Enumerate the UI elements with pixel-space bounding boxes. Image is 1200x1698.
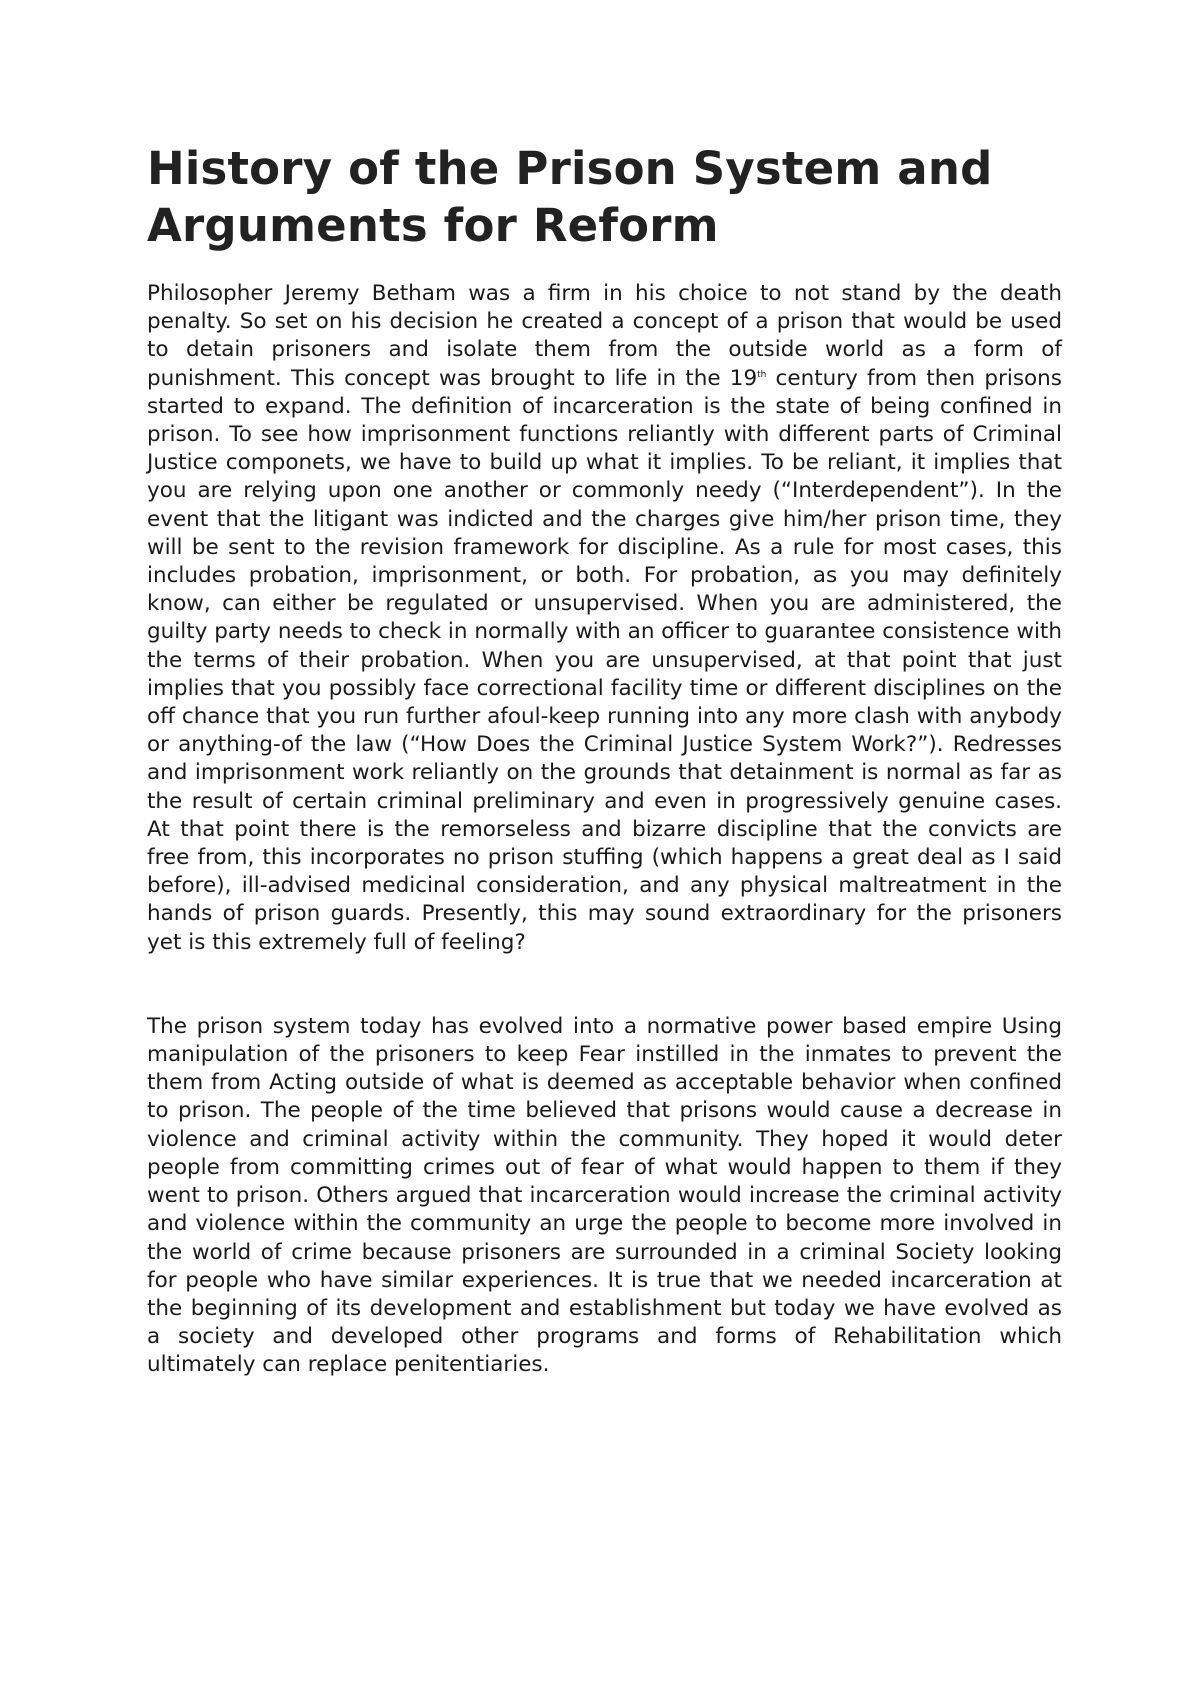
title-line-2: Arguments for Reform <box>147 199 719 252</box>
paragraph-1 <box>147 280 1062 957</box>
paragraph-1-text-a: Philosopher Jeremy Betham was a firm in his choice to not stand by the death penalty. So set on his decision he created a concept of a prison that would be used to detain prisoners and isolate them from the outside world as a form of punishment. This concept was brought to life in the 19 <box>147 281 1062 391</box>
ordinal-superscript: th <box>757 369 767 380</box>
document-title <box>147 140 1062 254</box>
paragraph-2: The prison system today has evolved into a normative power based empire Using manipulation of the prisoners to keep Fear instilled in the inmates to prevent the them from Acting outside of what is deemed as acceptable behavior when confined to prison. The people of the time believed that prisons would cause a decrease in violence and criminal activity within the community. They hoped it would deter people from committing crimes out of fear of what would happen to them if they went to prison. Others argued that incarceration would increase the criminal activity and violence within the community an urge the people to become more involved in the world of crime because prisoners are surrounded in a criminal Society looking for people who have similar experiences. It is true that we needed incarceration at the beginning of its development and establishment but today we have evolved as a society and developed other programs and forms of Rehabilitation which ultimately can replace penitentiaries. <box>147 1013 1062 1378</box>
title-line-1: History of the Prison System and <box>147 142 993 195</box>
paragraph-1-text-b: century from then prisons started to expand. The definition of incarceration is the state of being confined in prison. To see how imprisonment functions reliantly with different parts of Criminal Justice componets, we have to build up what it implies. To be reliant, it implies that you are relying upon one another or commonly needy (“Interdependent”). In the event that the litigant was indicted and the charges give him/her prison time, they will be sent to the revision framework for discipline. As a rule for most cases, this includes probation, imprisonment, or both. For probation, as you may definitely know, can either be regulated or unsupervised. When you are administered, the guilty party needs to check in normally with an officer to guarantee consistence with the terms of their probation. When you are unsupervised, at that point that just implies that you possibly face correctional facility time or different disciplines on the off chance that you run further afoul-keep running into any more clash with anybody or anything-of the law (“How Does the Criminal Justice System Work?”). Redresses and imprisonment work reliantly on the grounds that detainment is normal as far as the result of certain criminal preliminary and even in progressively genuine cases. At that point there is the remorseless and bizarre discipline that the convicts are free from, this incorporates no prison stuffing (which happens a great deal as I said before), ill-advised medicinal consideration, and any physical maltreatment in the hands of prison guards. Presently, this may sound extraordinary for the prisoners yet is this extremely full of feeling? <box>147 365 1063 955</box>
paragraph-spacer <box>147 957 1062 1013</box>
document-page <box>147 140 1062 1380</box>
